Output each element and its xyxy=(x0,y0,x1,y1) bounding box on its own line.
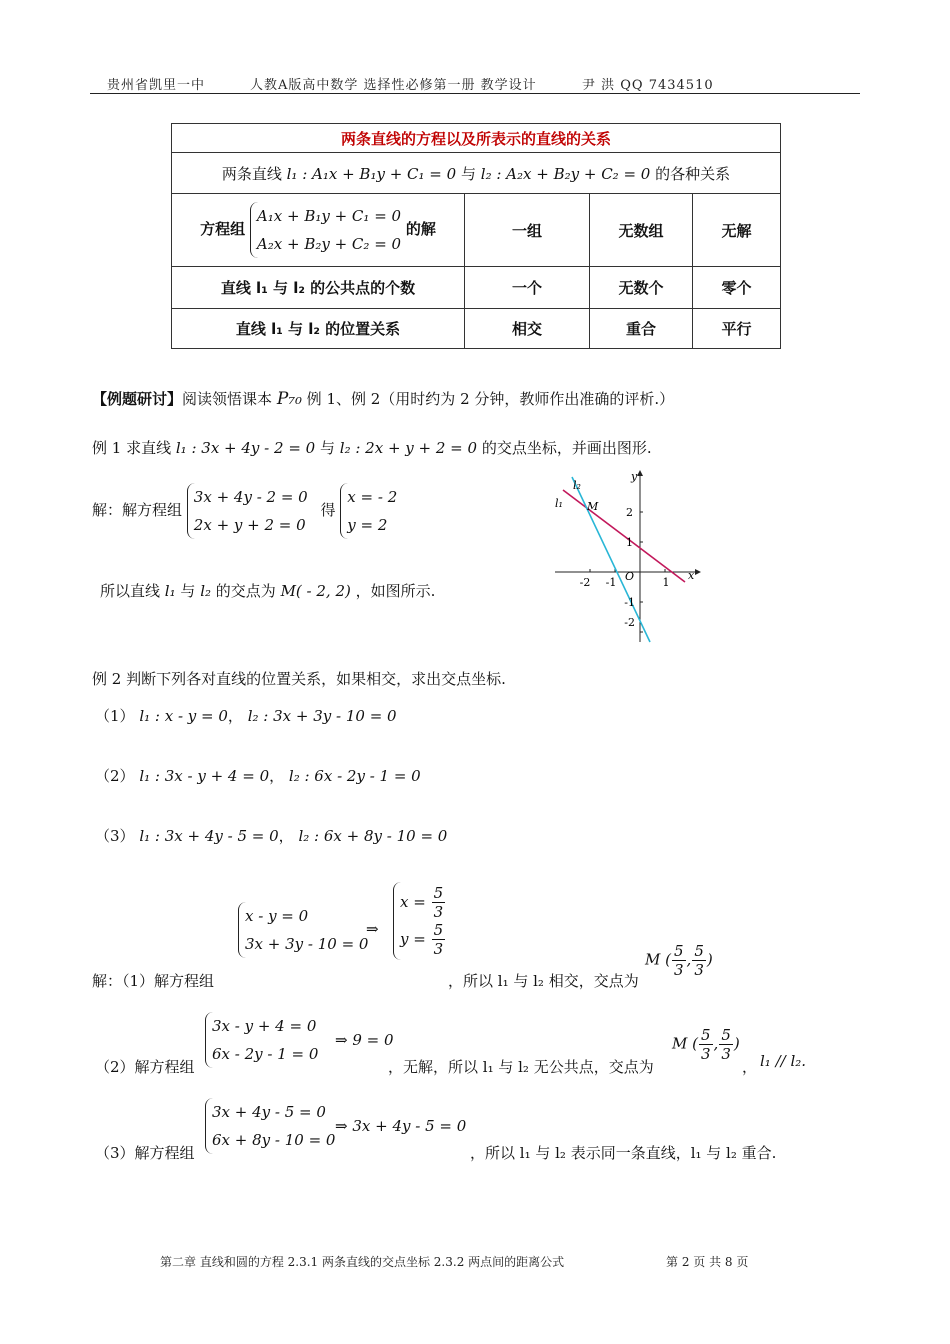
sol1-y: y = xyxy=(400,929,426,948)
intro-text-post: 例 1、例 2（用时约为 2 分钟，教师作出准确的评析.） xyxy=(306,390,675,408)
row1-label xyxy=(172,194,465,267)
ex1-sol-label: 解：解方程组 xyxy=(92,501,183,519)
row1-label-post: 的解 xyxy=(405,220,436,238)
sol1-point-y-num: 5 xyxy=(694,942,704,960)
sol2-point-y-den: 3 xyxy=(721,1045,731,1063)
ex2-question: 例 2 判断下列各对直线的位置关系，如果相交，求出交点坐标. xyxy=(92,670,506,688)
sol3-eq2: 6x + 8y - 10 = 0 xyxy=(212,1131,336,1149)
intro-tag: 【例题研讨】 xyxy=(92,390,183,408)
ex2-item1-sep: ， xyxy=(227,707,243,725)
ex1-cconj: 与 xyxy=(180,582,196,600)
sol1-x-frac xyxy=(432,884,446,921)
ex1-concl-post: ，如图所示. xyxy=(355,582,436,600)
ex1-get: 得 xyxy=(320,501,336,519)
tick-label-y-neg1: -1 xyxy=(624,596,635,609)
sol2-point xyxy=(672,1026,740,1063)
ex2-item-2 xyxy=(95,765,421,786)
tick-label-x-1: 1 xyxy=(662,576,670,589)
sol2-system xyxy=(205,1012,318,1068)
x-axis-label: x xyxy=(688,569,695,582)
sol2-point-pre: M ( xyxy=(672,1034,698,1053)
sol1-point xyxy=(645,942,713,979)
sol1-x-num: 5 xyxy=(433,884,444,902)
ex1-res1: x = - 2 xyxy=(347,488,398,506)
sol1-x: x = xyxy=(400,892,426,911)
tick-label-y-1: 1 xyxy=(626,536,633,549)
l2-label: l₂ xyxy=(573,479,581,492)
ex2-item2-sep: ， xyxy=(269,767,285,785)
sol2-text: ，无解，所以 l₁ 与 l₂ 无公共点，交点为 xyxy=(388,1058,654,1076)
sol1-arrow: ⇒ xyxy=(366,920,379,938)
ex1-solution xyxy=(92,483,397,539)
example-intro xyxy=(92,388,674,409)
ex1-result xyxy=(340,483,397,539)
sol2-point-x xyxy=(699,1026,713,1063)
ex1-concl-mid: 的交点为 xyxy=(215,582,276,600)
sol1-system xyxy=(238,902,368,958)
sol1-y-den: 3 xyxy=(433,940,444,958)
sol1-point-y xyxy=(692,942,706,979)
ex1-q-post: 的交点坐标，并画出图形. xyxy=(481,439,652,457)
row1-eq2: A₂x + B₂y + C₂ = 0 xyxy=(256,235,402,253)
sol3-text: ，所以 l₁ 与 l₂ 表示同一条直线，l₁ 与 l₂ 重合. xyxy=(470,1144,777,1162)
sol1-result xyxy=(393,882,446,960)
row3-val-2: 重合 xyxy=(590,309,693,349)
l1-label: l₁ xyxy=(555,497,563,510)
sol1-point-x-den: 3 xyxy=(673,961,684,979)
sol2-point-comma: , xyxy=(713,1034,719,1053)
sol1-text: ，所以 l₁ 与 l₂ 相交，交点为 xyxy=(448,972,639,990)
tick-label-x-neg2: -2 xyxy=(579,576,591,589)
sol2-eq2: 6x - 2y - 1 = 0 xyxy=(212,1045,319,1063)
ex2-item2-l1: l₁ : 3x - y + 4 = 0 xyxy=(139,767,270,785)
header-author: 尹 洪 QQ 7434510 xyxy=(582,78,714,93)
intro-page: P₇₀ xyxy=(276,389,302,409)
ex1-question xyxy=(92,437,652,458)
row3-label: 直线 l₁ 与 l₂ 的位置关系 xyxy=(172,309,465,349)
tick-label-x-neg1: -1 xyxy=(605,576,617,589)
ex2-item-3 xyxy=(95,825,447,846)
sol2-point-x-den: 3 xyxy=(700,1045,711,1063)
subtitle-eq-l1: l₁ : A₁x + B₁y + C₁ = 0 xyxy=(286,164,457,183)
header-book: 人教A版高中数学 选择性必修第一册 教学设计 xyxy=(250,78,537,93)
ex1-sys1: 3x + 4y - 2 = 0 xyxy=(193,488,308,506)
ex2-item2-l2: l₂ : 6x - 2y - 1 = 0 xyxy=(288,767,421,785)
ex1-concl-pre: 所以直线 xyxy=(100,582,161,600)
sol2-eq1: 3x - y + 4 = 0 xyxy=(212,1017,317,1035)
sol3-result: ⇒ 3x + 4y - 5 = 0 xyxy=(335,1117,467,1135)
sol1-system-brace xyxy=(238,902,368,958)
ex2-item1-l1: l₁ : x - y = 0 xyxy=(139,707,228,725)
ex2-item2-num: （2） xyxy=(95,767,135,785)
sol1-y-row xyxy=(400,921,446,958)
sol1-point-post: ) xyxy=(706,950,713,969)
sol1-result-brace xyxy=(393,882,446,960)
row2-val-3: 零个 xyxy=(693,267,781,309)
row1-label-pre: 方程组 xyxy=(200,220,246,238)
ex2-item3-l1: l₁ : 3x + 4y - 5 = 0 xyxy=(139,827,279,845)
ex1-system xyxy=(187,483,308,539)
sol3-system xyxy=(205,1098,335,1154)
ex1-conj: 与 xyxy=(319,439,335,457)
row2-val-2: 无数个 xyxy=(590,267,693,309)
row2-val-1: 一个 xyxy=(465,267,590,309)
sol2-point-x-num: 5 xyxy=(700,1026,711,1044)
row1-val-3: 无解 xyxy=(693,194,781,267)
ex2-item3-sep: ， xyxy=(278,827,294,845)
header-school: 贵州省凯里一中 xyxy=(107,78,206,93)
point-m-label: M xyxy=(587,500,599,513)
ex1-point: M( - 2, 2) xyxy=(280,582,351,600)
sol3-eq1: 3x + 4y - 5 = 0 xyxy=(212,1103,326,1121)
y-axis-arrow-icon xyxy=(637,470,643,476)
ex2-item3-l2: l₂ : 6x + 8y - 10 = 0 xyxy=(298,827,448,845)
row2-label: 直线 l₁ 与 l₂ 的公共点的个数 xyxy=(172,267,465,309)
header-rule xyxy=(90,93,860,94)
ex1-q-pre: 例 1 求直线 xyxy=(92,439,172,457)
sol1-x-den: 3 xyxy=(433,903,444,921)
sol1-x-row xyxy=(400,884,446,921)
subtitle-eq-l2: l₂ : A₂x + B₂y + C₂ = 0 xyxy=(480,164,651,183)
sol2-parallel: l₁ // l₂. xyxy=(760,1052,807,1070)
sol2-label: （2）解方程组 xyxy=(95,1058,195,1076)
x-axis-arrow-icon xyxy=(695,569,701,575)
ex1-conclusion xyxy=(100,580,435,601)
sol2-point-post: ) xyxy=(733,1034,740,1053)
row1-system xyxy=(250,202,401,258)
sol2-result: ⇒ 9 = 0 xyxy=(335,1031,394,1049)
sol1-y-num: 5 xyxy=(433,921,444,939)
sol1-point-comma: , xyxy=(686,950,692,969)
subtitle-conj: 与 xyxy=(460,164,476,183)
row3-val-3: 平行 xyxy=(693,309,781,349)
sol1-eq2: 3x + 3y - 10 = 0 xyxy=(245,935,369,953)
ex2-item-1 xyxy=(95,705,397,726)
row1-val-1: 一组 xyxy=(465,194,590,267)
y-axis-label: y xyxy=(631,470,638,483)
subtitle-pre: 两条直线 xyxy=(221,164,282,183)
ex1-graph xyxy=(545,462,705,647)
sol2-point-y xyxy=(719,1026,733,1063)
sol1-point-pre: M ( xyxy=(645,950,671,969)
ex2-item1-l2: l₂ : 3x + 3y - 10 = 0 xyxy=(247,707,397,725)
sol3-label: （3）解方程组 xyxy=(95,1144,195,1162)
sol1-point-y-den: 3 xyxy=(694,961,704,979)
ex1-l2: l₂ : 2x + y + 2 = 0 xyxy=(339,439,478,457)
sol1-point-x-num: 5 xyxy=(673,942,684,960)
ex2-item1-num: （1） xyxy=(95,707,135,725)
sol1-label: 解：（1）解方程组 xyxy=(92,972,215,990)
origin-label: O xyxy=(625,570,635,583)
ex1-res2: y = 2 xyxy=(347,516,388,534)
relationship-table xyxy=(171,123,781,349)
ex1-cl2: l₂ xyxy=(200,582,211,600)
table-subtitle xyxy=(172,153,781,194)
footer-page: 第 2 页 共 8 页 xyxy=(666,1255,749,1269)
line-l1 xyxy=(563,490,685,582)
ex2-item3-num: （3） xyxy=(95,827,135,845)
row1-eq1: A₁x + B₁y + C₁ = 0 xyxy=(256,207,402,225)
ex1-sys2: 2x + y + 2 = 0 xyxy=(193,516,306,534)
sol2-point-y-num: 5 xyxy=(721,1026,731,1044)
ex1-cl1: l₁ xyxy=(164,582,176,600)
sol3-system-brace xyxy=(205,1098,335,1154)
ex1-l1: l₁ : 3x + 4y - 2 = 0 xyxy=(175,439,316,457)
tick-label-y-2: 2 xyxy=(626,506,633,519)
sol1-eq1: x - y = 0 xyxy=(245,907,309,925)
sol1-point-x xyxy=(672,942,686,979)
sol1-y-frac xyxy=(432,921,446,958)
row1-val-2: 无数组 xyxy=(590,194,693,267)
footer-text: 第二章 直线和圆的方程 2.3.1 两条直线的交点坐标 2.3.2 两点间的距离公式 xyxy=(160,1255,565,1269)
sol2-tail: ， xyxy=(742,1058,758,1076)
sol2-system-brace xyxy=(205,1012,318,1068)
tick-label-y-neg2: -2 xyxy=(624,616,635,629)
line-l2 xyxy=(572,477,650,642)
subtitle-post: 的各种关系 xyxy=(655,164,731,183)
row3-val-1: 相交 xyxy=(465,309,590,349)
intro-text-pre: 阅读领悟课本 xyxy=(182,390,273,408)
table-title: 两条直线的方程以及所表示的直线的关系 xyxy=(172,124,781,153)
